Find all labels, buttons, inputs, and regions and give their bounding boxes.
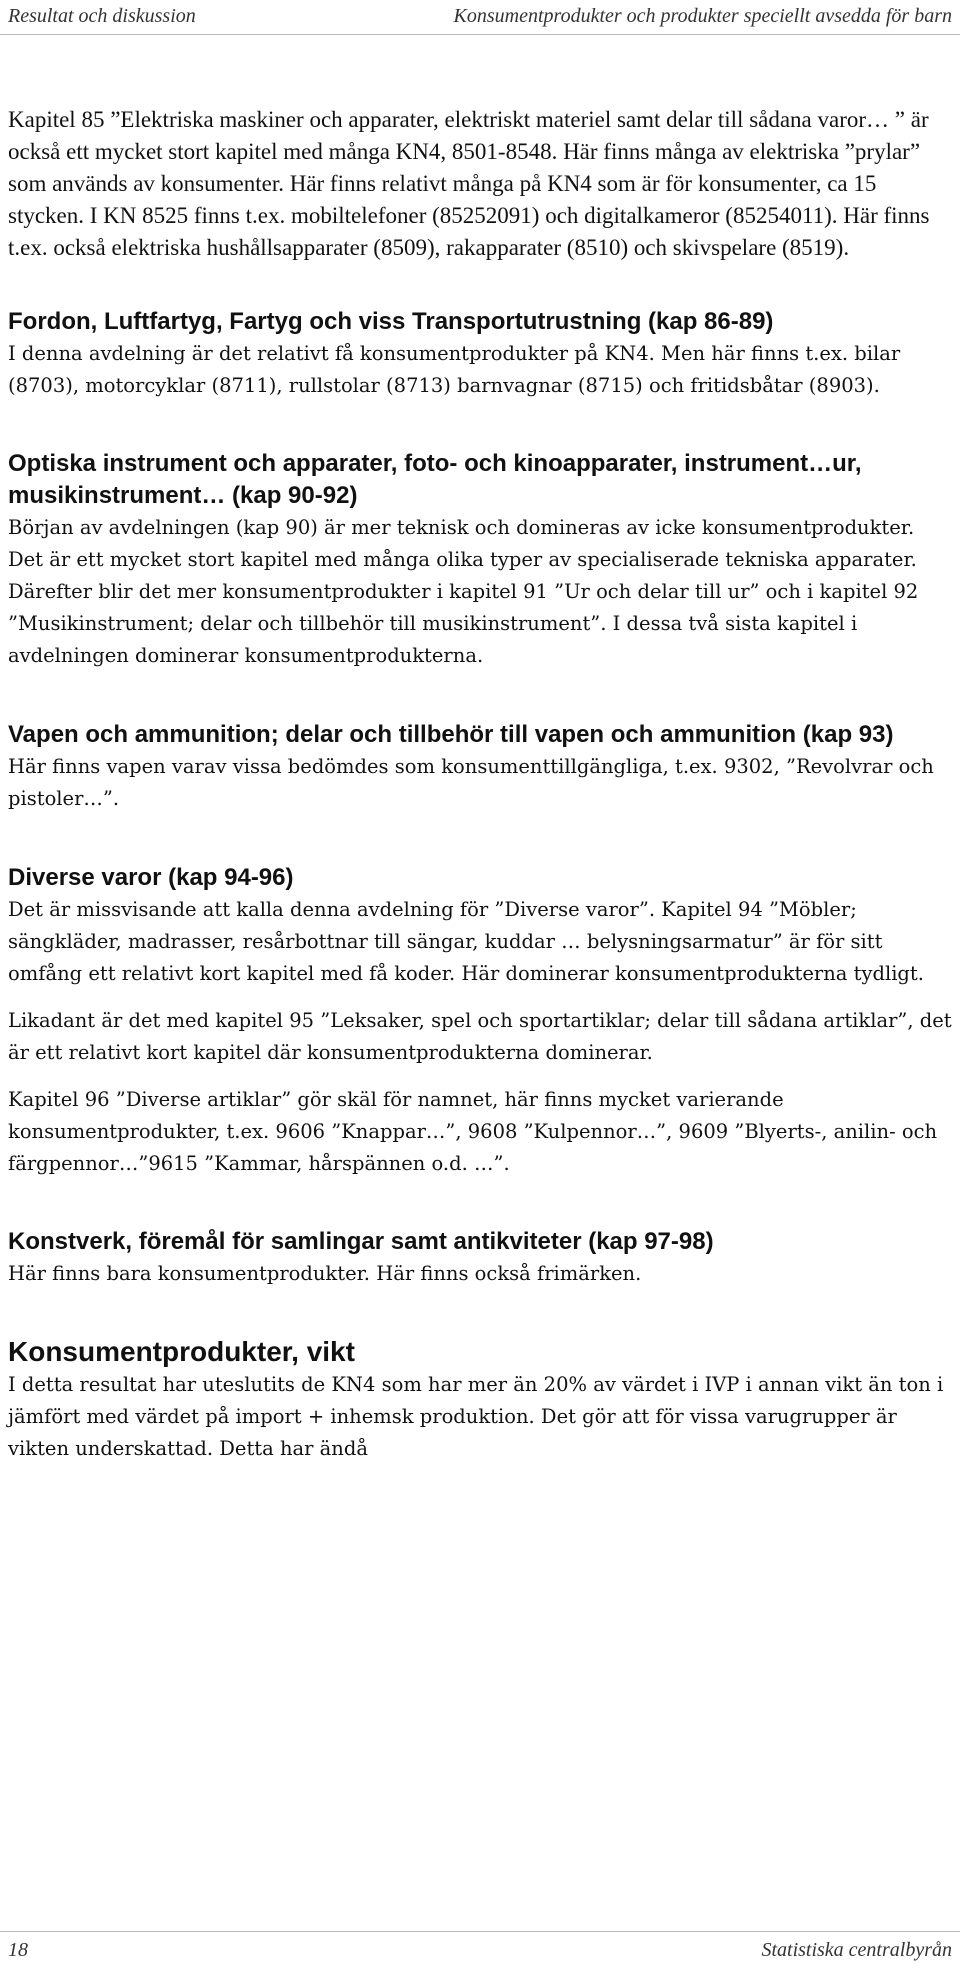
section-paragraph-misc-3: Kapitel 96 ”Diverse artiklar” gör skäl för namnet, här finns mycket varierande konsumentprodukter, t.ex. 9606 ”Knappar…”, 9608 ”Kulpennor…”, 9609 ”Blyerts-, anilin- och färgpennor…”9615 ”Kammar, hårspännen o.d. …”. bbox=[8, 1088, 938, 1175]
section-heading-weight: Konsumentprodukter, vikt bbox=[8, 1336, 355, 1367]
section-paragraph-weight: I detta resultat har uteslutits de KN4 som har mer än 20% av värdet i IVP i annan vikt än ton i jämfört med värdet på import + inhemsk produktion. Det gör att för vissa varugrupper är vikten underskattad. Detta har ändå bbox=[8, 1373, 944, 1460]
running-footer bbox=[8, 1939, 952, 1962]
section-paragraph-weapons: Här finns vapen varav vissa bedömdes som konsumenttillgängliga, t.ex. 9302, ”Revolvrar och pistoler…”. bbox=[8, 755, 934, 810]
section-paragraph-transport: I denna avdelning är det relativt få konsumentprodukter på KN4. Men här finns t.ex. bilar (8703), motorcyklar (8711), rullstolar (8713) barnvagnar (8715) och fritidsbåtar (8903). bbox=[8, 342, 901, 397]
header-divider bbox=[0, 34, 960, 35]
section-paragraph-optics: Början av avdelningen (kap 90) är mer teknisk och domineras av icke konsumentprodukter. Det är ett mycket stort kapitel med många olika typer av specialiserade tekniska apparater. Därefter blir det mer konsumentprodukter i kapitel 91 ”Ur och delar till ur” och i kapitel 92 ”Musikinstrument; delar och tillbehör till musikinstrument”. I dessa två sista kapitel i avdelningen dominerar konsumentprodukterna. bbox=[8, 516, 919, 667]
section-heading-misc: Diverse varor (kap 94-96) bbox=[8, 864, 294, 891]
section-paragraph-misc-1: Det är missvisande att kalla denna avdelning för ”Diverse varor”. Kapitel 94 ”Möbler; sängkläder, madrasser, resårbottnar till sängar, kuddar … belysningsarmatur” är för sitt omfång ett relativt kort kapitel med få koder. Här dominerar konsumentprodukterna tydligt. bbox=[8, 898, 924, 985]
section-heading-transport: Fordon, Luftfartyg, Fartyg och viss Transportutrustning (kap 86-89) bbox=[8, 308, 774, 335]
section-paragraph-misc-2: Likadant är det med kapitel 95 ”Leksaker, spel och sportartiklar; delar till sådana artiklar”, det är ett relativt kort kapitel där konsumentprodukterna dominerar. bbox=[8, 1009, 952, 1064]
header-section-title: Resultat och diskussion bbox=[8, 5, 196, 27]
header-chapter-title: Konsumentprodukter och produkter speciellt avsedda för barn bbox=[453, 5, 952, 27]
page-body bbox=[8, 104, 952, 1465]
section-heading-weapons: Vapen och ammunition; delar och tillbehör till vapen och ammunition (kap 93) bbox=[8, 721, 894, 748]
section-heading-optics: Optiska instrument och apparater, foto- och kinoapparater, instrument…ur, musikinstrument… (kap 90-92) bbox=[8, 450, 862, 509]
section-paragraph-art: Här finns bara konsumentprodukter. Här finns också frimärken. bbox=[8, 1262, 642, 1285]
section-heading-art: Konstverk, föremål för samlingar samt antikviteter (kap 97-98) bbox=[8, 1228, 714, 1255]
publisher-name: Statistiska centralbyrån bbox=[761, 1939, 952, 1961]
running-header bbox=[8, 0, 952, 28]
footer-divider bbox=[0, 1931, 960, 1932]
intro-paragraph: Kapitel 85 ”Elektriska maskiner och apparater, elektriskt materiel samt delar till sådana varor… ” är också ett mycket stort kapitel med många KN4, 8501-8548. Här finns många av elektriska ”prylar” som används av konsumenter. Här finns relativt många på KN4 som är för konsumenter, ca 15 stycken. I KN 8525 finns t.ex. mobiltelefoner (85252091) och digitalkameror (85254011). Här finns t.ex. också elektriska hushållsapparater (8509), rakapparater (8510) och skivspelare (8519). bbox=[8, 107, 930, 260]
page-number: 18 bbox=[8, 1939, 28, 1961]
